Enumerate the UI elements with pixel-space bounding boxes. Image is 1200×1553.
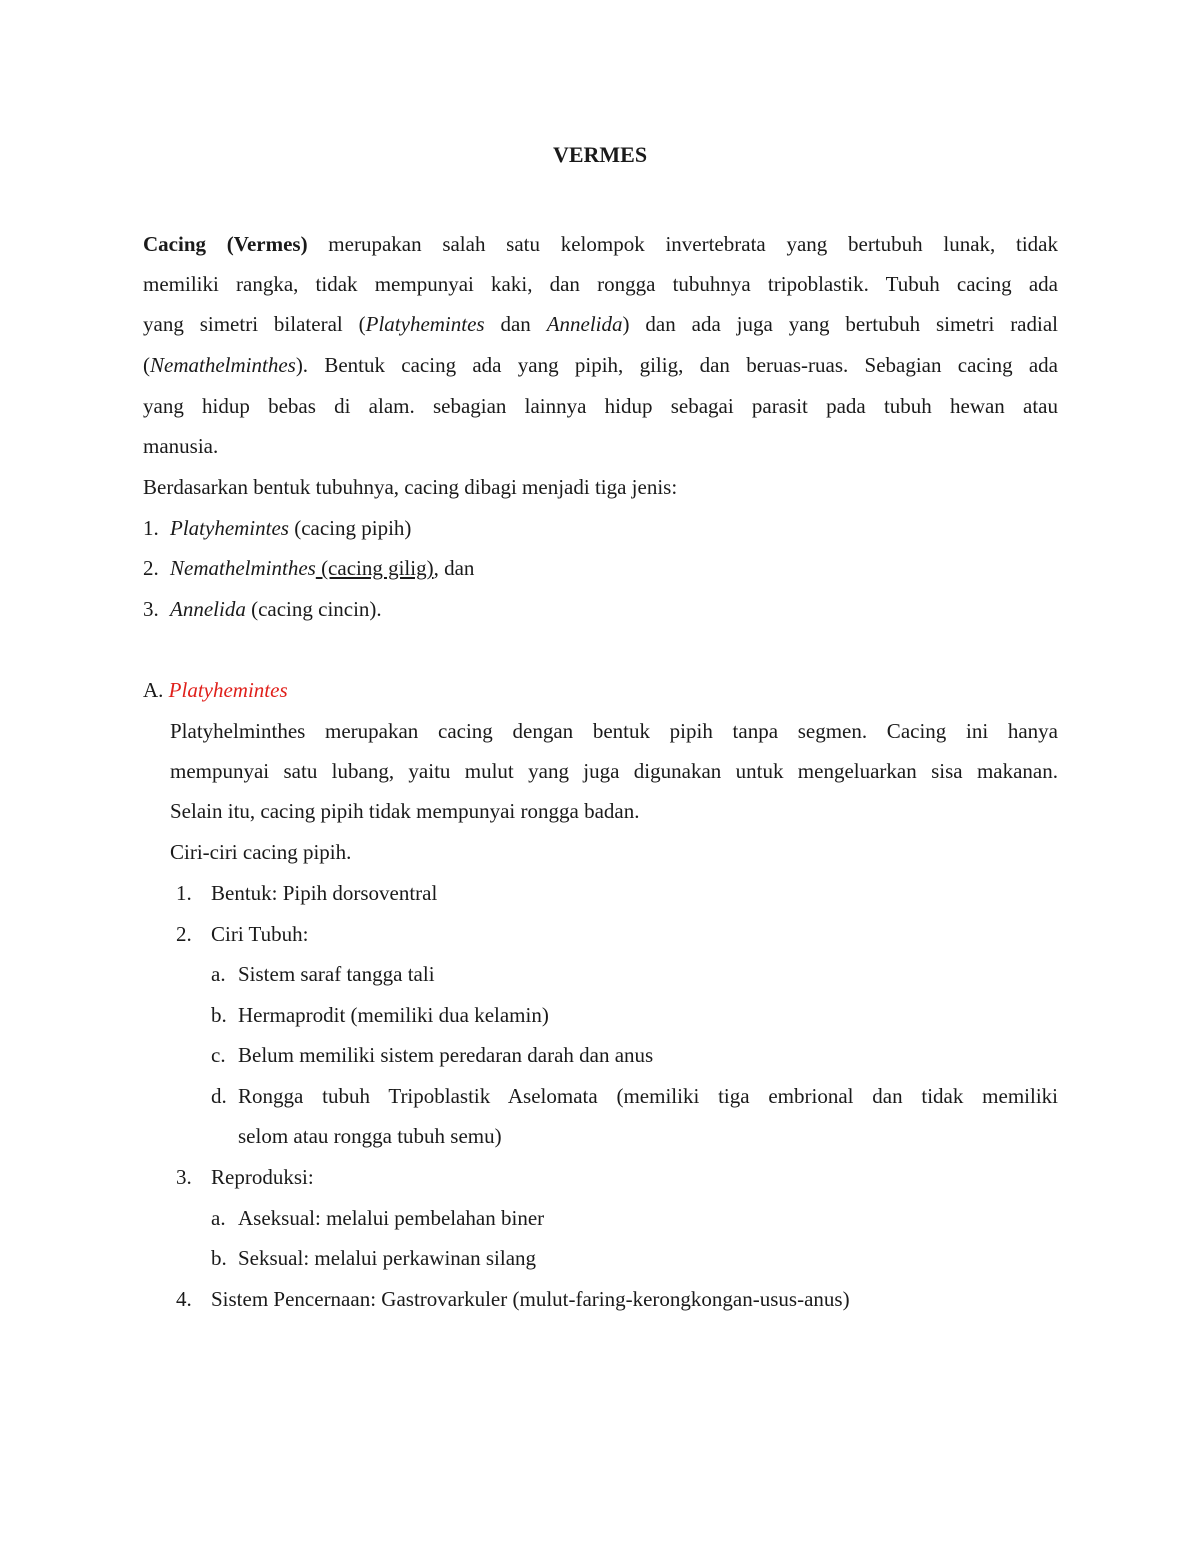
- ciri-sub-letter: c.: [211, 1043, 226, 1067]
- list-item: 3.: [143, 597, 159, 621]
- section-a-para-line-2: mempunyai satu lubang, yaitu mulut yang juga digunakan untuk mengeluarkan sisa makanan.: [170, 759, 1058, 783]
- ciri-sub-item: Aseksual: melalui pembelahan biner: [238, 1206, 545, 1230]
- list-item: 1.: [143, 516, 159, 540]
- intro-line-6: manusia.: [143, 434, 219, 458]
- intro-line-3: yang simetri bilateral (Platyhemintes dan Annelida) dan ada juga yang bertubuh simetri radial: [143, 312, 1058, 336]
- ciri-sub-item: Belum memiliki sistem peredaran darah dan anus: [238, 1043, 654, 1067]
- section-a-para-line-3: Selain itu, cacing pipih tidak mempunyai rongga badan.: [170, 799, 640, 823]
- ciri-item: Bentuk: Pipih dorsoventral: [211, 881, 438, 905]
- ciri-item: Sistem Pencernaan: Gastrovarkuler (mulut-faring-kerongkongan-usus-anus): [211, 1287, 850, 1311]
- ciri-sub-letter: a.: [211, 1206, 226, 1230]
- ciri-lead: Ciri-ciri cacing pipih.: [170, 840, 352, 864]
- section-a-title: Platyhemintes: [168, 678, 288, 702]
- ciri-sub-item-continued: selom atau rongga tubuh semu): [238, 1124, 502, 1148]
- ciri-sub-letter: b.: [211, 1003, 227, 1027]
- ciri-item: Ciri Tubuh:: [211, 922, 309, 946]
- ciri-sub-item: Rongga tubuh Tripoblastik Aselomata (memiliki tiga embrional dan tidak memiliki: [238, 1084, 1058, 1108]
- ciri-sub-item: Hermaprodit (memiliki dua kelamin): [238, 1003, 549, 1027]
- list-item-text: Nemathelminthes (cacing gilig), dan: [170, 556, 475, 580]
- section-a-para-line-1: Platyhelminthes merupakan cacing dengan bentuk pipih tanpa segmen. Cacing ini hanya: [170, 719, 1058, 743]
- intro-line-2: memiliki rangka, tidak mempunyai kaki, dan rongga tubuhnya tripoblastik. Tubuh cacing ada: [143, 272, 1058, 296]
- intro-lead-term: Cacing (Vermes): [143, 232, 308, 256]
- ciri-sub-letter: a.: [211, 962, 226, 986]
- ciri-num: 2.: [176, 922, 192, 946]
- ciri-sub-letter: d.: [211, 1084, 227, 1108]
- ciri-item: Reproduksi:: [211, 1165, 314, 1189]
- ciri-num: 3.: [176, 1165, 192, 1189]
- ciri-sub-letter: b.: [211, 1246, 227, 1270]
- intro-line-5: yang hidup bebas di alam. sebagian lainnya hidup sebagai parasit pada tubuh hewan atau: [143, 394, 1058, 418]
- ciri-sub-item: Seksual: melalui perkawinan silang: [238, 1246, 537, 1270]
- list-item-text: Platyhemintes (cacing pipih): [170, 516, 412, 540]
- intro-line-1: Cacing (Vermes) merupakan salah satu kelompok invertebrata yang bertubuh lunak, tidak: [143, 232, 1058, 256]
- intro-line-4: (Nemathelminthes). Bentuk cacing ada yang pipih, gilig, dan beruas-ruas. Sebagian cacing ada: [143, 353, 1058, 377]
- list-item-text: Annelida (cacing cincin).: [170, 597, 382, 621]
- ciri-num: 4.: [176, 1287, 192, 1311]
- section-a-heading: A. Platyhemintes: [143, 678, 288, 702]
- list-item: 2.: [143, 556, 159, 580]
- page-title: VERMES: [552, 142, 648, 167]
- classification-lead: Berdasarkan bentuk tubuhnya, cacing dibagi menjadi tiga jenis:: [143, 475, 678, 499]
- ciri-sub-item: Sistem saraf tangga tali: [238, 962, 435, 986]
- ciri-num: 1.: [176, 881, 192, 905]
